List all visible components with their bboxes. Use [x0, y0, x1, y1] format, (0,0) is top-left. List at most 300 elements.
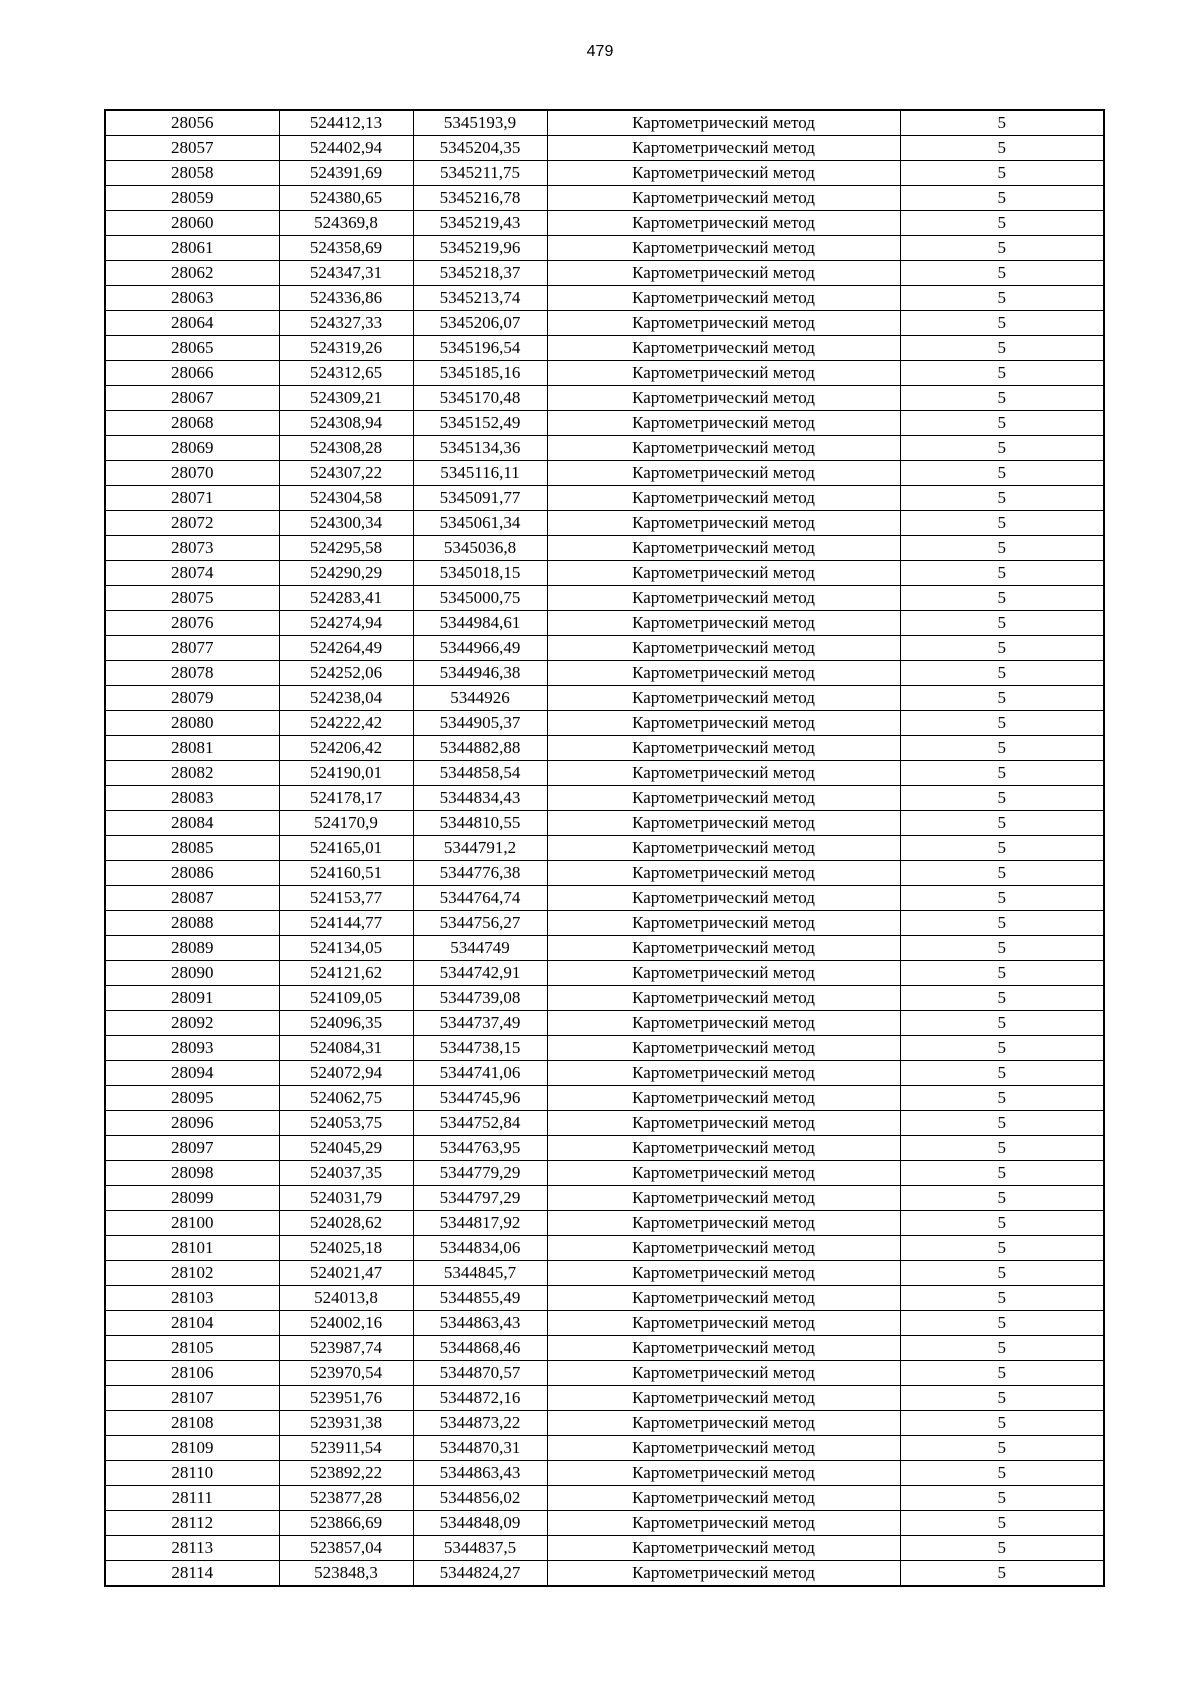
method-cell: Картометрический метод [547, 986, 900, 1011]
point-number-cell: 28075 [105, 586, 279, 611]
y-coordinate-cell: 5345204,35 [413, 136, 547, 161]
accuracy-cell: 5 [900, 311, 1104, 336]
method-cell: Картометрический метод [547, 611, 900, 636]
method-cell: Картометрический метод [547, 736, 900, 761]
y-coordinate-cell: 5345213,74 [413, 286, 547, 311]
accuracy-cell: 5 [900, 136, 1104, 161]
x-coordinate-cell: 524053,75 [279, 1111, 413, 1136]
accuracy-cell: 5 [900, 161, 1104, 186]
accuracy-cell: 5 [900, 936, 1104, 961]
x-coordinate-cell: 524031,79 [279, 1186, 413, 1211]
y-coordinate-cell: 5345170,48 [413, 386, 547, 411]
y-coordinate-cell: 5345116,11 [413, 461, 547, 486]
x-coordinate-cell: 524222,42 [279, 711, 413, 736]
point-number-cell: 28089 [105, 936, 279, 961]
x-coordinate-cell: 524358,69 [279, 236, 413, 261]
accuracy-cell: 5 [900, 1486, 1104, 1511]
x-coordinate-cell: 524319,26 [279, 336, 413, 361]
y-coordinate-cell: 5344984,61 [413, 611, 547, 636]
x-coordinate-cell: 524309,21 [279, 386, 413, 411]
x-coordinate-cell: 524084,31 [279, 1036, 413, 1061]
table-row [105, 886, 1104, 911]
x-coordinate-cell: 524264,49 [279, 636, 413, 661]
point-number-cell: 28109 [105, 1436, 279, 1461]
x-coordinate-cell: 524025,18 [279, 1236, 413, 1261]
y-coordinate-cell: 5344856,02 [413, 1486, 547, 1511]
point-number-cell: 28113 [105, 1536, 279, 1561]
accuracy-cell: 5 [900, 536, 1104, 561]
x-coordinate-cell: 524144,77 [279, 911, 413, 936]
accuracy-cell: 5 [900, 211, 1104, 236]
method-cell: Картометрический метод [547, 336, 900, 361]
point-number-cell: 28106 [105, 1361, 279, 1386]
y-coordinate-cell: 5345185,16 [413, 361, 547, 386]
table-row [105, 1136, 1104, 1161]
method-cell: Картометрический метод [547, 961, 900, 986]
table-row [105, 1561, 1104, 1587]
y-coordinate-cell: 5345219,43 [413, 211, 547, 236]
table-row [105, 786, 1104, 811]
x-coordinate-cell: 524002,16 [279, 1311, 413, 1336]
x-coordinate-cell: 524062,75 [279, 1086, 413, 1111]
table-row [105, 136, 1104, 161]
accuracy-cell: 5 [900, 786, 1104, 811]
point-number-cell: 28110 [105, 1461, 279, 1486]
point-number-cell: 28080 [105, 711, 279, 736]
x-coordinate-cell: 524402,94 [279, 136, 413, 161]
method-cell: Картометрический метод [547, 186, 900, 211]
x-coordinate-cell: 524028,62 [279, 1211, 413, 1236]
x-coordinate-cell: 523931,38 [279, 1411, 413, 1436]
accuracy-cell: 5 [900, 911, 1104, 936]
y-coordinate-cell: 5345216,78 [413, 186, 547, 211]
method-cell: Картометрический метод [547, 1236, 900, 1261]
table-row [105, 436, 1104, 461]
x-coordinate-cell: 524283,41 [279, 586, 413, 611]
point-number-cell: 28094 [105, 1061, 279, 1086]
y-coordinate-cell: 5345218,37 [413, 261, 547, 286]
y-coordinate-cell: 5344737,49 [413, 1011, 547, 1036]
table-row [105, 461, 1104, 486]
table-row [105, 1336, 1104, 1361]
y-coordinate-cell: 5344824,27 [413, 1561, 547, 1587]
y-coordinate-cell: 5345211,75 [413, 161, 547, 186]
table-row [105, 1361, 1104, 1386]
accuracy-cell: 5 [900, 1561, 1104, 1587]
table-row [105, 911, 1104, 936]
x-coordinate-cell: 524109,05 [279, 986, 413, 1011]
table-row [105, 1261, 1104, 1286]
method-cell: Картометрический метод [547, 1536, 900, 1561]
y-coordinate-cell: 5344742,91 [413, 961, 547, 986]
point-number-cell: 28069 [105, 436, 279, 461]
accuracy-cell: 5 [900, 836, 1104, 861]
method-cell: Картометрический метод [547, 936, 900, 961]
table-row [105, 336, 1104, 361]
method-cell: Картометрический метод [547, 1211, 900, 1236]
point-number-cell: 28068 [105, 411, 279, 436]
table-row [105, 1486, 1104, 1511]
accuracy-cell: 5 [900, 636, 1104, 661]
point-number-cell: 28058 [105, 161, 279, 186]
x-coordinate-cell: 524072,94 [279, 1061, 413, 1086]
table-row [105, 110, 1104, 136]
point-number-cell: 28095 [105, 1086, 279, 1111]
method-cell: Картометрический метод [547, 386, 900, 411]
accuracy-cell: 5 [900, 1286, 1104, 1311]
point-number-cell: 28085 [105, 836, 279, 861]
accuracy-cell: 5 [900, 186, 1104, 211]
accuracy-cell: 5 [900, 986, 1104, 1011]
page-number: 479 [586, 43, 614, 60]
y-coordinate-cell: 5344797,29 [413, 1186, 547, 1211]
method-cell: Картометрический метод [547, 136, 900, 161]
accuracy-cell: 5 [900, 1461, 1104, 1486]
y-coordinate-cell: 5344834,06 [413, 1236, 547, 1261]
y-coordinate-cell: 5344779,29 [413, 1161, 547, 1186]
x-coordinate-cell: 524347,31 [279, 261, 413, 286]
y-coordinate-cell: 5344738,15 [413, 1036, 547, 1061]
method-cell: Картометрический метод [547, 161, 900, 186]
table-row [105, 536, 1104, 561]
y-coordinate-cell: 5344882,88 [413, 736, 547, 761]
accuracy-cell: 5 [900, 761, 1104, 786]
y-coordinate-cell: 5344745,96 [413, 1086, 547, 1111]
y-coordinate-cell: 5344845,7 [413, 1261, 547, 1286]
point-number-cell: 28060 [105, 211, 279, 236]
point-number-cell: 28077 [105, 636, 279, 661]
point-number-cell: 28093 [105, 1036, 279, 1061]
y-coordinate-cell: 5344863,43 [413, 1461, 547, 1486]
accuracy-cell: 5 [900, 1511, 1104, 1536]
accuracy-cell: 5 [900, 1236, 1104, 1261]
y-coordinate-cell: 5344776,38 [413, 861, 547, 886]
method-cell: Картометрический метод [547, 1461, 900, 1486]
method-cell: Картометрический метод [547, 1436, 900, 1461]
method-cell: Картометрический метод [547, 636, 900, 661]
table-row [105, 511, 1104, 536]
point-number-cell: 28070 [105, 461, 279, 486]
method-cell: Картометрический метод [547, 511, 900, 536]
method-cell: Картометрический метод [547, 1261, 900, 1286]
x-coordinate-cell: 524238,04 [279, 686, 413, 711]
y-coordinate-cell: 5344749 [413, 936, 547, 961]
x-coordinate-cell: 524013,8 [279, 1286, 413, 1311]
accuracy-cell: 5 [900, 1361, 1104, 1386]
table-row [105, 211, 1104, 236]
table-row [105, 286, 1104, 311]
point-number-cell: 28065 [105, 336, 279, 361]
method-cell: Картометрический метод [547, 1511, 900, 1536]
accuracy-cell: 5 [900, 1011, 1104, 1036]
accuracy-cell: 5 [900, 386, 1104, 411]
x-coordinate-cell: 524134,05 [279, 936, 413, 961]
y-coordinate-cell: 5344946,38 [413, 661, 547, 686]
accuracy-cell: 5 [900, 886, 1104, 911]
table-row [105, 761, 1104, 786]
point-number-cell: 28096 [105, 1111, 279, 1136]
table-row [105, 936, 1104, 961]
point-number-cell: 28087 [105, 886, 279, 911]
accuracy-cell: 5 [900, 336, 1104, 361]
table-row [105, 1386, 1104, 1411]
table-row [105, 736, 1104, 761]
point-number-cell: 28059 [105, 186, 279, 211]
method-cell: Картометрический метод [547, 261, 900, 286]
point-number-cell: 28091 [105, 986, 279, 1011]
method-cell: Картометрический метод [547, 361, 900, 386]
method-cell: Картометрический метод [547, 236, 900, 261]
point-number-cell: 28067 [105, 386, 279, 411]
method-cell: Картометрический метод [547, 286, 900, 311]
table-row [105, 1236, 1104, 1261]
y-coordinate-cell: 5344872,16 [413, 1386, 547, 1411]
table-row [105, 186, 1104, 211]
table-row [105, 1286, 1104, 1311]
coordinates-table [104, 109, 1105, 1587]
table-row [105, 661, 1104, 686]
table-row [105, 811, 1104, 836]
accuracy-cell: 5 [900, 436, 1104, 461]
point-number-cell: 28098 [105, 1161, 279, 1186]
table-row [105, 1536, 1104, 1561]
accuracy-cell: 5 [900, 1436, 1104, 1461]
accuracy-cell: 5 [900, 1036, 1104, 1061]
table-row [105, 1511, 1104, 1536]
x-coordinate-cell: 524290,29 [279, 561, 413, 586]
y-coordinate-cell: 5345018,15 [413, 561, 547, 586]
point-number-cell: 28105 [105, 1336, 279, 1361]
method-cell: Картометрический метод [547, 1111, 900, 1136]
y-coordinate-cell: 5345206,07 [413, 311, 547, 336]
table-row [105, 386, 1104, 411]
table-row [105, 411, 1104, 436]
x-coordinate-cell: 524252,06 [279, 661, 413, 686]
table-row [105, 861, 1104, 886]
table-row [105, 711, 1104, 736]
table-row [105, 1186, 1104, 1211]
point-number-cell: 28079 [105, 686, 279, 711]
table-row [105, 686, 1104, 711]
method-cell: Картометрический метод [547, 1486, 900, 1511]
method-cell: Картометрический метод [547, 886, 900, 911]
y-coordinate-cell: 5344855,49 [413, 1286, 547, 1311]
y-coordinate-cell: 5345134,36 [413, 436, 547, 461]
x-coordinate-cell: 523892,22 [279, 1461, 413, 1486]
method-cell: Картометрический метод [547, 1561, 900, 1587]
accuracy-cell: 5 [900, 961, 1104, 986]
point-number-cell: 28102 [105, 1261, 279, 1286]
x-coordinate-cell: 524206,42 [279, 736, 413, 761]
accuracy-cell: 5 [900, 1111, 1104, 1136]
table-row [105, 1061, 1104, 1086]
x-coordinate-cell: 524160,51 [279, 861, 413, 886]
method-cell: Картометрический метод [547, 1061, 900, 1086]
x-coordinate-cell: 524308,28 [279, 436, 413, 461]
accuracy-cell: 5 [900, 286, 1104, 311]
accuracy-cell: 5 [900, 236, 1104, 261]
accuracy-cell: 5 [900, 1386, 1104, 1411]
x-coordinate-cell: 524274,94 [279, 611, 413, 636]
accuracy-cell: 5 [900, 461, 1104, 486]
x-coordinate-cell: 523911,54 [279, 1436, 413, 1461]
table-row [105, 611, 1104, 636]
method-cell: Картометрический метод [547, 1186, 900, 1211]
method-cell: Картометрический метод [547, 436, 900, 461]
accuracy-cell: 5 [900, 561, 1104, 586]
y-coordinate-cell: 5344870,31 [413, 1436, 547, 1461]
y-coordinate-cell: 5344752,84 [413, 1111, 547, 1136]
y-coordinate-cell: 5345193,9 [413, 110, 547, 136]
accuracy-cell: 5 [900, 1136, 1104, 1161]
accuracy-cell: 5 [900, 1211, 1104, 1236]
method-cell: Картометрический метод [547, 461, 900, 486]
method-cell: Картометрический метод [547, 711, 900, 736]
method-cell: Картометрический метод [547, 1036, 900, 1061]
y-coordinate-cell: 5344966,49 [413, 636, 547, 661]
point-number-cell: 28076 [105, 611, 279, 636]
point-number-cell: 28092 [105, 1011, 279, 1036]
method-cell: Картометрический метод [547, 661, 900, 686]
x-coordinate-cell: 524308,94 [279, 411, 413, 436]
method-cell: Картометрический метод [547, 1361, 900, 1386]
method-cell: Картометрический метод [547, 1386, 900, 1411]
table-row [105, 986, 1104, 1011]
accuracy-cell: 5 [900, 1411, 1104, 1436]
method-cell: Картометрический метод [547, 1411, 900, 1436]
y-coordinate-cell: 5345152,49 [413, 411, 547, 436]
accuracy-cell: 5 [900, 811, 1104, 836]
method-cell: Картометрический метод [547, 1336, 900, 1361]
accuracy-cell: 5 [900, 711, 1104, 736]
method-cell: Картометрический метод [547, 686, 900, 711]
y-coordinate-cell: 5345000,75 [413, 586, 547, 611]
x-coordinate-cell: 523970,54 [279, 1361, 413, 1386]
method-cell: Картометрический метод [547, 761, 900, 786]
table-row [105, 311, 1104, 336]
accuracy-cell: 5 [900, 1311, 1104, 1336]
table-row [105, 261, 1104, 286]
x-coordinate-cell: 523987,74 [279, 1336, 413, 1361]
accuracy-cell: 5 [900, 611, 1104, 636]
y-coordinate-cell: 5344791,2 [413, 836, 547, 861]
table-row [105, 1411, 1104, 1436]
point-number-cell: 28072 [105, 511, 279, 536]
point-number-cell: 28104 [105, 1311, 279, 1336]
y-coordinate-cell: 5344741,06 [413, 1061, 547, 1086]
accuracy-cell: 5 [900, 110, 1104, 136]
accuracy-cell: 5 [900, 411, 1104, 436]
accuracy-cell: 5 [900, 661, 1104, 686]
method-cell: Картометрический метод [547, 1086, 900, 1111]
y-coordinate-cell: 5344868,46 [413, 1336, 547, 1361]
point-number-cell: 28062 [105, 261, 279, 286]
table-row [105, 961, 1104, 986]
x-coordinate-cell: 523848,3 [279, 1561, 413, 1587]
accuracy-cell: 5 [900, 486, 1104, 511]
y-coordinate-cell: 5345219,96 [413, 236, 547, 261]
point-number-cell: 28056 [105, 110, 279, 136]
y-coordinate-cell: 5344763,95 [413, 1136, 547, 1161]
x-coordinate-cell: 524021,47 [279, 1261, 413, 1286]
point-number-cell: 28064 [105, 311, 279, 336]
table-row [105, 361, 1104, 386]
table-row [105, 561, 1104, 586]
x-coordinate-cell: 524121,62 [279, 961, 413, 986]
x-coordinate-cell: 524312,65 [279, 361, 413, 386]
x-coordinate-cell: 524045,29 [279, 1136, 413, 1161]
x-coordinate-cell: 524165,01 [279, 836, 413, 861]
table-row [105, 486, 1104, 511]
y-coordinate-cell: 5344848,09 [413, 1511, 547, 1536]
x-coordinate-cell: 524178,17 [279, 786, 413, 811]
point-number-cell: 28073 [105, 536, 279, 561]
table-row [105, 1461, 1104, 1486]
method-cell: Картометрический метод [547, 486, 900, 511]
accuracy-cell: 5 [900, 1086, 1104, 1111]
method-cell: Картометрический метод [547, 110, 900, 136]
point-number-cell: 28057 [105, 136, 279, 161]
table-row [105, 636, 1104, 661]
point-number-cell: 28074 [105, 561, 279, 586]
accuracy-cell: 5 [900, 1161, 1104, 1186]
point-number-cell: 28082 [105, 761, 279, 786]
point-number-cell: 28063 [105, 286, 279, 311]
table-row [105, 1086, 1104, 1111]
y-coordinate-cell: 5345196,54 [413, 336, 547, 361]
x-coordinate-cell: 524336,86 [279, 286, 413, 311]
y-coordinate-cell: 5344739,08 [413, 986, 547, 1011]
x-coordinate-cell: 524190,01 [279, 761, 413, 786]
y-coordinate-cell: 5344858,54 [413, 761, 547, 786]
point-number-cell: 28100 [105, 1211, 279, 1236]
table-row [105, 1211, 1104, 1236]
point-number-cell: 28071 [105, 486, 279, 511]
method-cell: Картометрический метод [547, 586, 900, 611]
x-coordinate-cell: 523951,76 [279, 1386, 413, 1411]
method-cell: Картометрический метод [547, 861, 900, 886]
x-coordinate-cell: 524380,65 [279, 186, 413, 211]
table-row [105, 586, 1104, 611]
y-coordinate-cell: 5344863,43 [413, 1311, 547, 1336]
x-coordinate-cell: 524153,77 [279, 886, 413, 911]
point-number-cell: 28103 [105, 1286, 279, 1311]
accuracy-cell: 5 [900, 361, 1104, 386]
y-coordinate-cell: 5344870,57 [413, 1361, 547, 1386]
y-coordinate-cell: 5345061,34 [413, 511, 547, 536]
table-row [105, 1161, 1104, 1186]
point-number-cell: 28090 [105, 961, 279, 986]
method-cell: Картометрический метод [547, 786, 900, 811]
point-number-cell: 28099 [105, 1186, 279, 1211]
y-coordinate-cell: 5344834,43 [413, 786, 547, 811]
table-row [105, 1036, 1104, 1061]
table-row [105, 161, 1104, 186]
method-cell: Картометрический метод [547, 561, 900, 586]
point-number-cell: 28061 [105, 236, 279, 261]
accuracy-cell: 5 [900, 736, 1104, 761]
point-number-cell: 28086 [105, 861, 279, 886]
point-number-cell: 28108 [105, 1411, 279, 1436]
y-coordinate-cell: 5344926 [413, 686, 547, 711]
y-coordinate-cell: 5344873,22 [413, 1411, 547, 1436]
accuracy-cell: 5 [900, 1186, 1104, 1211]
x-coordinate-cell: 523877,28 [279, 1486, 413, 1511]
method-cell: Картометрический метод [547, 311, 900, 336]
y-coordinate-cell: 5344817,92 [413, 1211, 547, 1236]
table-row [105, 1111, 1104, 1136]
point-number-cell: 28112 [105, 1511, 279, 1536]
